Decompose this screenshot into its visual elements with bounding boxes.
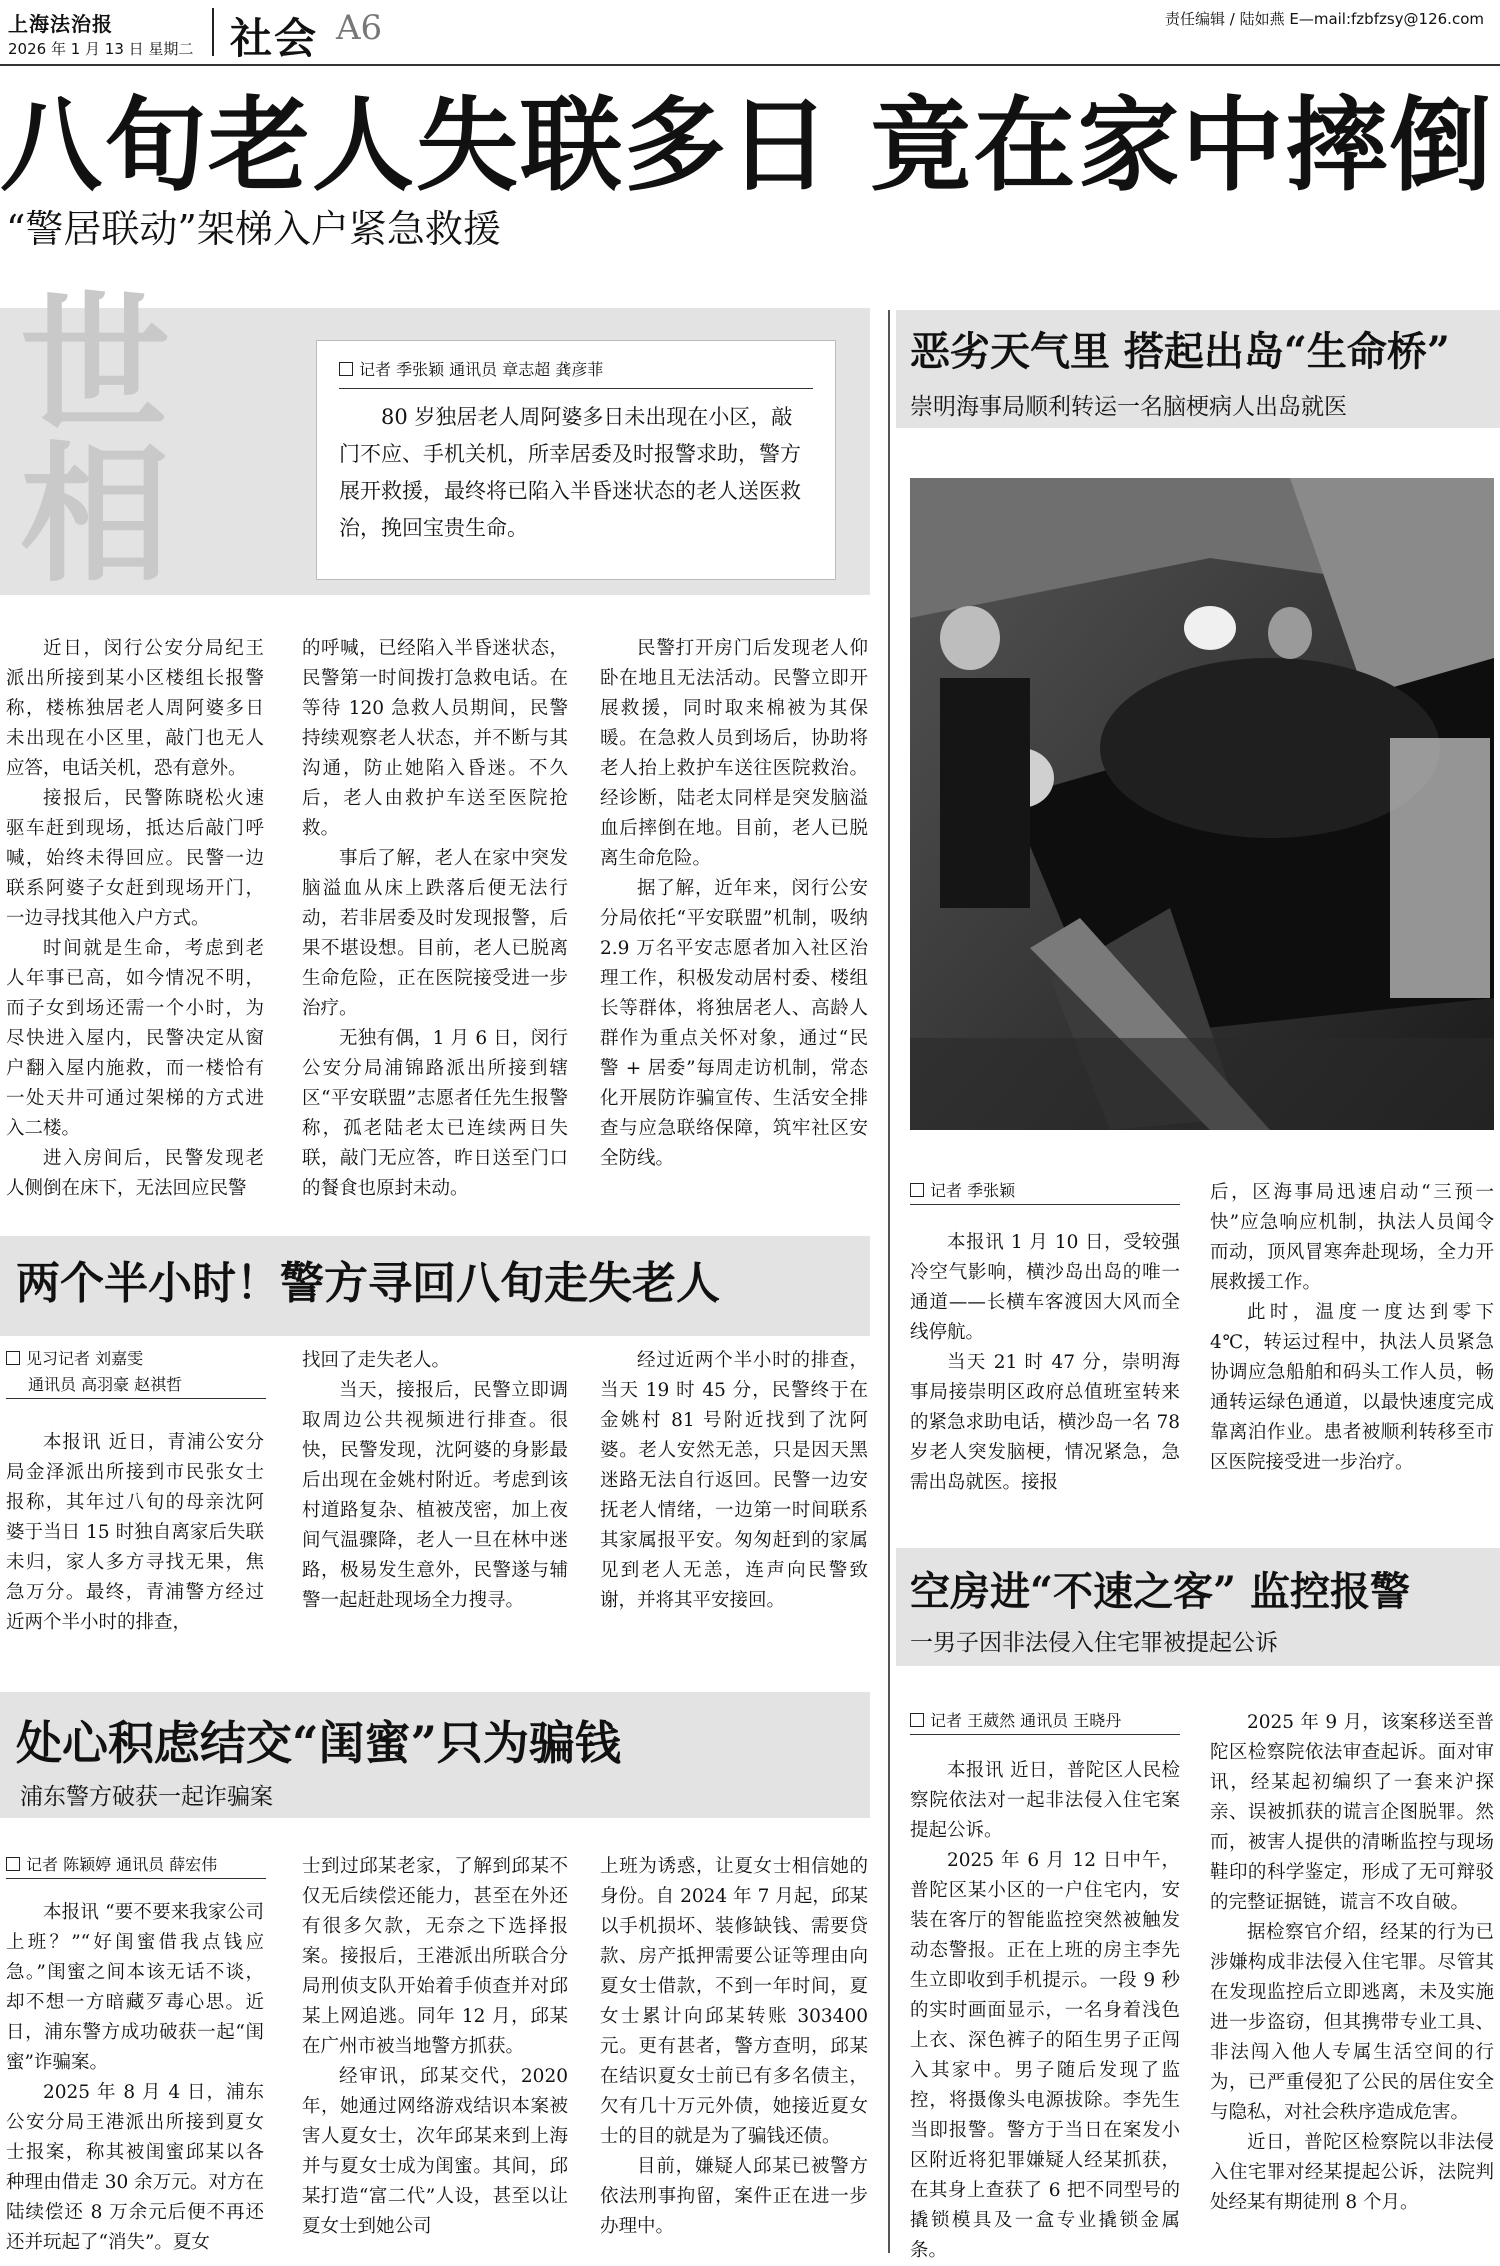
issue-date: 2026 年 1 月 13 日 星期二 xyxy=(8,40,194,58)
fraud-headline: 处心积虑结交“闺蜜”只为骗钱 xyxy=(16,1716,621,1770)
fraud-byline xyxy=(6,1852,266,1879)
rescue-col-1 xyxy=(910,1228,1180,1493)
paragraph: 2025 年 6 月 12 日中午，普陀区某小区的一户住宅内，安装在客厅的智能监控突然被触发动态警报。正在上班的房主李先生立即收到手机提示。一段 9 秒的实时画面显示，一名身着浅色上衣、深色裤子的陌生男子正闯入其家中。男子随后发现了监控，将摄像头电源拔除。李先生当即报警。警方于当日在案发小区附近将犯罪嫌疑人经某抓获，在其身上查获了 6 把不同型号的撬锁模具及一盒专业撬锁金属条。 xyxy=(910,1850,1180,2261)
missing-col-2 xyxy=(302,1346,568,1636)
byline-box-icon xyxy=(910,1183,924,1197)
paragraph: 无独有偶，1 月 6 日，闵行公安分局浦锦路派出所接到辖区“平安联盟”志愿者任先生报警称，孤老陆老太已连续两日失联，敲门无应答，昨日送至门口的餐食也原封未动。 xyxy=(302,1028,568,1199)
missing-col-1 xyxy=(6,1428,264,1638)
paragraph: 近日，闵行公安分局纪王派出所接到某小区楼组长报警称，楼栋独居老人周阿婆多日未出现在小区里，敲门也无人应答，电话关机，恐有意外。 xyxy=(6,638,264,779)
fraud-col-1 xyxy=(6,1898,264,2253)
fraud-byline-text: 记者 陈颖婷 通讯员 薛宏伟 xyxy=(26,1855,218,1874)
paragraph: 2025 年 9 月，该案移送至普陀区检察院依法审查起诉。面对审讯，经某起初编织了一套来沪探亲、误被抓获的谎言企图脱罪。然而，被害人提供的清晰监控与现场鞋印的科学鉴定，形成了无可辩驳的完整证据链，谎言不攻自破。 xyxy=(1210,1712,1494,1913)
main-col-3 xyxy=(600,634,868,1186)
column-separator xyxy=(888,310,890,2253)
paragraph: 目前，嫌疑人邱某已被警方依法刑事拘留，案件正在进一步办理中。 xyxy=(600,2156,868,2237)
main-col-1 xyxy=(6,634,264,1199)
paragraph: 进入房间后，民警发现老人侧倒在床下，无法回应民警 xyxy=(6,1148,264,1199)
paragraph: 后，区海事局迅速启动“三预一快”应急响应机制，执法人员闻令而动，顶风冒寒奔赴现场，全力开展救援工作。 xyxy=(1210,1182,1494,1293)
missing-headline: 两个半小时！警方寻回八旬走失老人 xyxy=(16,1258,720,1309)
rescue-photo xyxy=(910,478,1494,1130)
paragraph: 找回了走失老人。 xyxy=(302,1350,451,1371)
rescue-byline xyxy=(910,1178,1180,1205)
main-col-2 xyxy=(302,634,568,1199)
main-headline: 八旬老人失联多日 竟在家中摔倒 xyxy=(0,86,1494,206)
lead-box xyxy=(316,340,836,580)
rescue-col-2 xyxy=(1210,1178,1494,1478)
fraud-col-2 xyxy=(302,1852,568,2246)
main-lead: 80 岁独居老人周阿婆多日未出现在小区，敲门不应、手机关机，所幸居委及时报警求助，警方展开救援，最终将已陷入半昏迷状态的老人送医救治，挽回宝贵生命。 xyxy=(339,405,801,540)
paragraph: 时间就是生命，考虑到老人年事已高，如今情况不明，而子女到场还需一个小时，为尽快进入屋内，民警决定从窗户翻入屋内施救，而一楼恰有一处天井可通过架梯的方式进入二楼。 xyxy=(6,938,264,1139)
main-subhead: “警居联动”架梯入户紧急救援 xyxy=(6,207,501,251)
main-byline xyxy=(339,357,813,380)
fraud-subhead: 浦东警方破获一起诈骗案 xyxy=(20,1784,273,1810)
paragraph: 经审讯，邱某交代，2020 年，她通过网络游戏结识本案被害人夏女士，次年邱某来到上海并与夏女士成为闺蜜。其间，邱某打造“富二代”人设，甚至以让夏女士到她公司 xyxy=(302,2066,568,2237)
rescue-byline-text: 记者 季张颖 xyxy=(930,1181,1016,1200)
rescue-photo-image xyxy=(910,478,1494,1130)
section-name: 社会 xyxy=(230,14,319,63)
paragraph: 士到过邱某老家，了解到邱某不仅无后续偿还能力，甚至在外还有很多欠款，无奈之下选择报案。接报后，王港派出所联合分局刑侦支队开始着手侦查并对邱某上网追逃。同年 12 月，邱某在广州市被当地警方抓获。 xyxy=(302,1856,568,2057)
column-mark: 世相 xyxy=(20,277,171,603)
masthead-divider xyxy=(212,8,214,56)
paragraph: 近日，普陀区检察院以非法侵入住宅罪对经某提起公诉，法院判处经某有期徒刑 8 个月。 xyxy=(1210,2132,1494,2213)
paragraph: 事后了解，老人在家中突发脑溢血从床上跌落后便无法行动，若非居委及时发现报警，后果不堪设想。目前，老人已脱离生命危险，正在医院接受进一步治疗。 xyxy=(302,848,568,1019)
byline-box-icon xyxy=(6,1857,20,1871)
missing-col-3 xyxy=(600,1346,868,1636)
paragraph: 上班为诱惑，让夏女士相信她的身份。自 2024 年 7 月起，邱某以手机损坏、装修缺钱、需要贷款、房产抵押需要公证等理由向夏女士借款，不到一年时间，夏女士累计向邱某转账 303400 元。更有甚者，警方查明，邱某在结识夏女士前已有多名债主，欠有几十万元外债，她接近夏女士的目的就是为了骗钱还债。 xyxy=(600,1856,868,2147)
missing-byline-1: 见习记者 刘嘉雯 xyxy=(26,1349,144,1368)
paragraph: 当天 21 时 47 分，崇明海事局接崇明区政府总值班室转来的紧急求助电话，横沙岛一名 78 岁老人突发脑梗，情况紧急，急需出岛就医。接报 xyxy=(910,1352,1180,1493)
paragraph: 接报后，民警陈晓松火速驱车赶到现场，抵达后敲门呼喊，始终未得回应。民警一边联系阿婆子女赶到现场开门，一边寻找其他入户方式。 xyxy=(6,788,264,929)
intruder-subhead: 一男子因非法侵入住宅罪被提起公诉 xyxy=(910,1630,1278,1656)
paragraph: 本报讯 近日，普陀区人民检察院依法对一起非法侵入住宅案提起公诉。 xyxy=(910,1760,1180,1841)
rescue-headline: 恶劣天气里 搭起出岛“生命桥” xyxy=(910,328,1450,375)
paragraph: 当天，接报后，民警立即调取周边公共视频进行排查。很快，民警发现，沈阿婆的身影最后出现在金姚村附近。考虑到该村道路复杂、植被茂密，加上夜间气温骤降，老人一旦在林中迷路，极易发生意外，民警遂与辅警一起赶赴现场全力搜寻。 xyxy=(302,1380,568,1611)
page-number: A6 xyxy=(336,8,383,48)
paragraph: 的呼喊，已经陷入半昏迷状态，民警第一时间拨打急救电话。在等待 120 急救人员期间，民警持续观察老人状态，并不断与其沟通，防止她陷入昏迷。不久后，老人由救护车送至医院抢救。 xyxy=(302,638,568,839)
intruder-byline xyxy=(910,1708,1180,1735)
paragraph: 2025 年 8 月 4 日，浦东公安分局王港派出所接到夏女士报案，称其被闺蜜邱某以各种理由借走 30 余万元。对方在陆续偿还 8 万余元后便不再还还并玩起了“消失”。夏女 xyxy=(6,2082,264,2253)
rescue-subhead: 崇明海事局顺利转运一名脑梗病人出岛就医 xyxy=(910,394,1347,420)
intruder-col-2 xyxy=(1210,1708,1494,2246)
byline-box-icon xyxy=(6,1351,20,1365)
paragraph: 此时，温度一度达到零下 4℃，转运过程中，执法人员紧急协调应急船舶和码头工作人员，畅通转运绿色通道，以最快速度完成靠离泊作业。患者被顺利转移至市区医院接受进一步治疗。 xyxy=(1210,1302,1494,1473)
intruder-byline-text: 记者 王葳然 通讯员 王晓丹 xyxy=(930,1711,1122,1730)
editor-line: 责任编辑 / 陆如燕 E—mail:fzbfzsy@126.com xyxy=(1165,10,1484,28)
paragraph: 民警打开房门后发现老人仰卧在地且无法活动。民警立即开展救援，同时取来棉被为其保暖。在急救人员到场后，协助将老人抬上救护车送往医院救治。经诊断，陆老太同样是突发脑溢血后摔倒在地。目前，老人已脱离生命危险。 xyxy=(600,638,868,869)
main-byline-text: 记者 季张颖 通讯员 章志超 龚彦菲 xyxy=(359,360,604,379)
paragraph: 据了解，近年来，闵行公安分局依托“平安联盟”机制，吸纳 2.9 万名平安志愿者加入社区治理工作，积极发动居村委、楼组长等群体，将独居老人、高龄人群作为重点关怀对象，通过“民警 + 居委”每周走访机制，常态化开展防诈骗宣传、生活安全排查与应急联络保障，筑牢社区安全防线。 xyxy=(600,878,868,1169)
paragraph: 经过近两个半小时的排查，当天 19 时 45 分，民警终于在金姚村 81 号附近找到了沈阿婆。老人安然无恙，只是因天黑迷路无法自行返回。民警一边安抚老人情绪，一边第一时间联系其家属报平安。匆匆赶到的家属见到老人无恙，连声向民警致谢，并将其平安接回。 xyxy=(600,1350,868,1611)
newspaper-logo: 上海法治报 xyxy=(8,12,113,36)
missing-byline xyxy=(6,1346,266,1399)
paragraph: 据检察官介绍，经某的行为已涉嫌构成非法侵入住宅罪。尽管其在发现监控后立即逃离，未及实施进一步盗窃，但其携带专业工具、非法闯入他人专属生活空间的行为，已严重侵犯了公民的居住安全与隐私，对社会秩序造成危害。 xyxy=(1210,1922,1494,2123)
missing-byline-2: 通讯员 高羽豪 赵祺哲 xyxy=(28,1375,183,1394)
intruder-col-1 xyxy=(910,1756,1180,2261)
paragraph: 本报讯 1 月 10 日，受较强冷空气影响，横沙岛出岛的唯一通道——长横车客渡因大风而全线停航。 xyxy=(910,1232,1180,1343)
intruder-headline: 空房进“不速之客” 监控报警 xyxy=(910,1568,1410,1615)
paragraph: 本报讯 “要不要来我家公司上班？”“好闺蜜借我点钱应急。”闺蜜之间本该无话不谈，却不想一方暗藏歹毒心思。近日，浦东警方成功破获一起“闺蜜”诈骗案。 xyxy=(6,1902,264,2073)
paragraph: 本报讯 近日，青浦公安分局金泽派出所接到市民张女士报称，其年过八旬的母亲沈阿婆于当日 15 时独自离家后失联未归，家人多方寻找无果，焦急万分。最终，青浦警方经过近两个半小时的排查， xyxy=(6,1432,264,1633)
masthead-rule xyxy=(0,64,1500,66)
byline-box-icon xyxy=(910,1713,924,1727)
fraud-col-3 xyxy=(600,1852,868,2246)
